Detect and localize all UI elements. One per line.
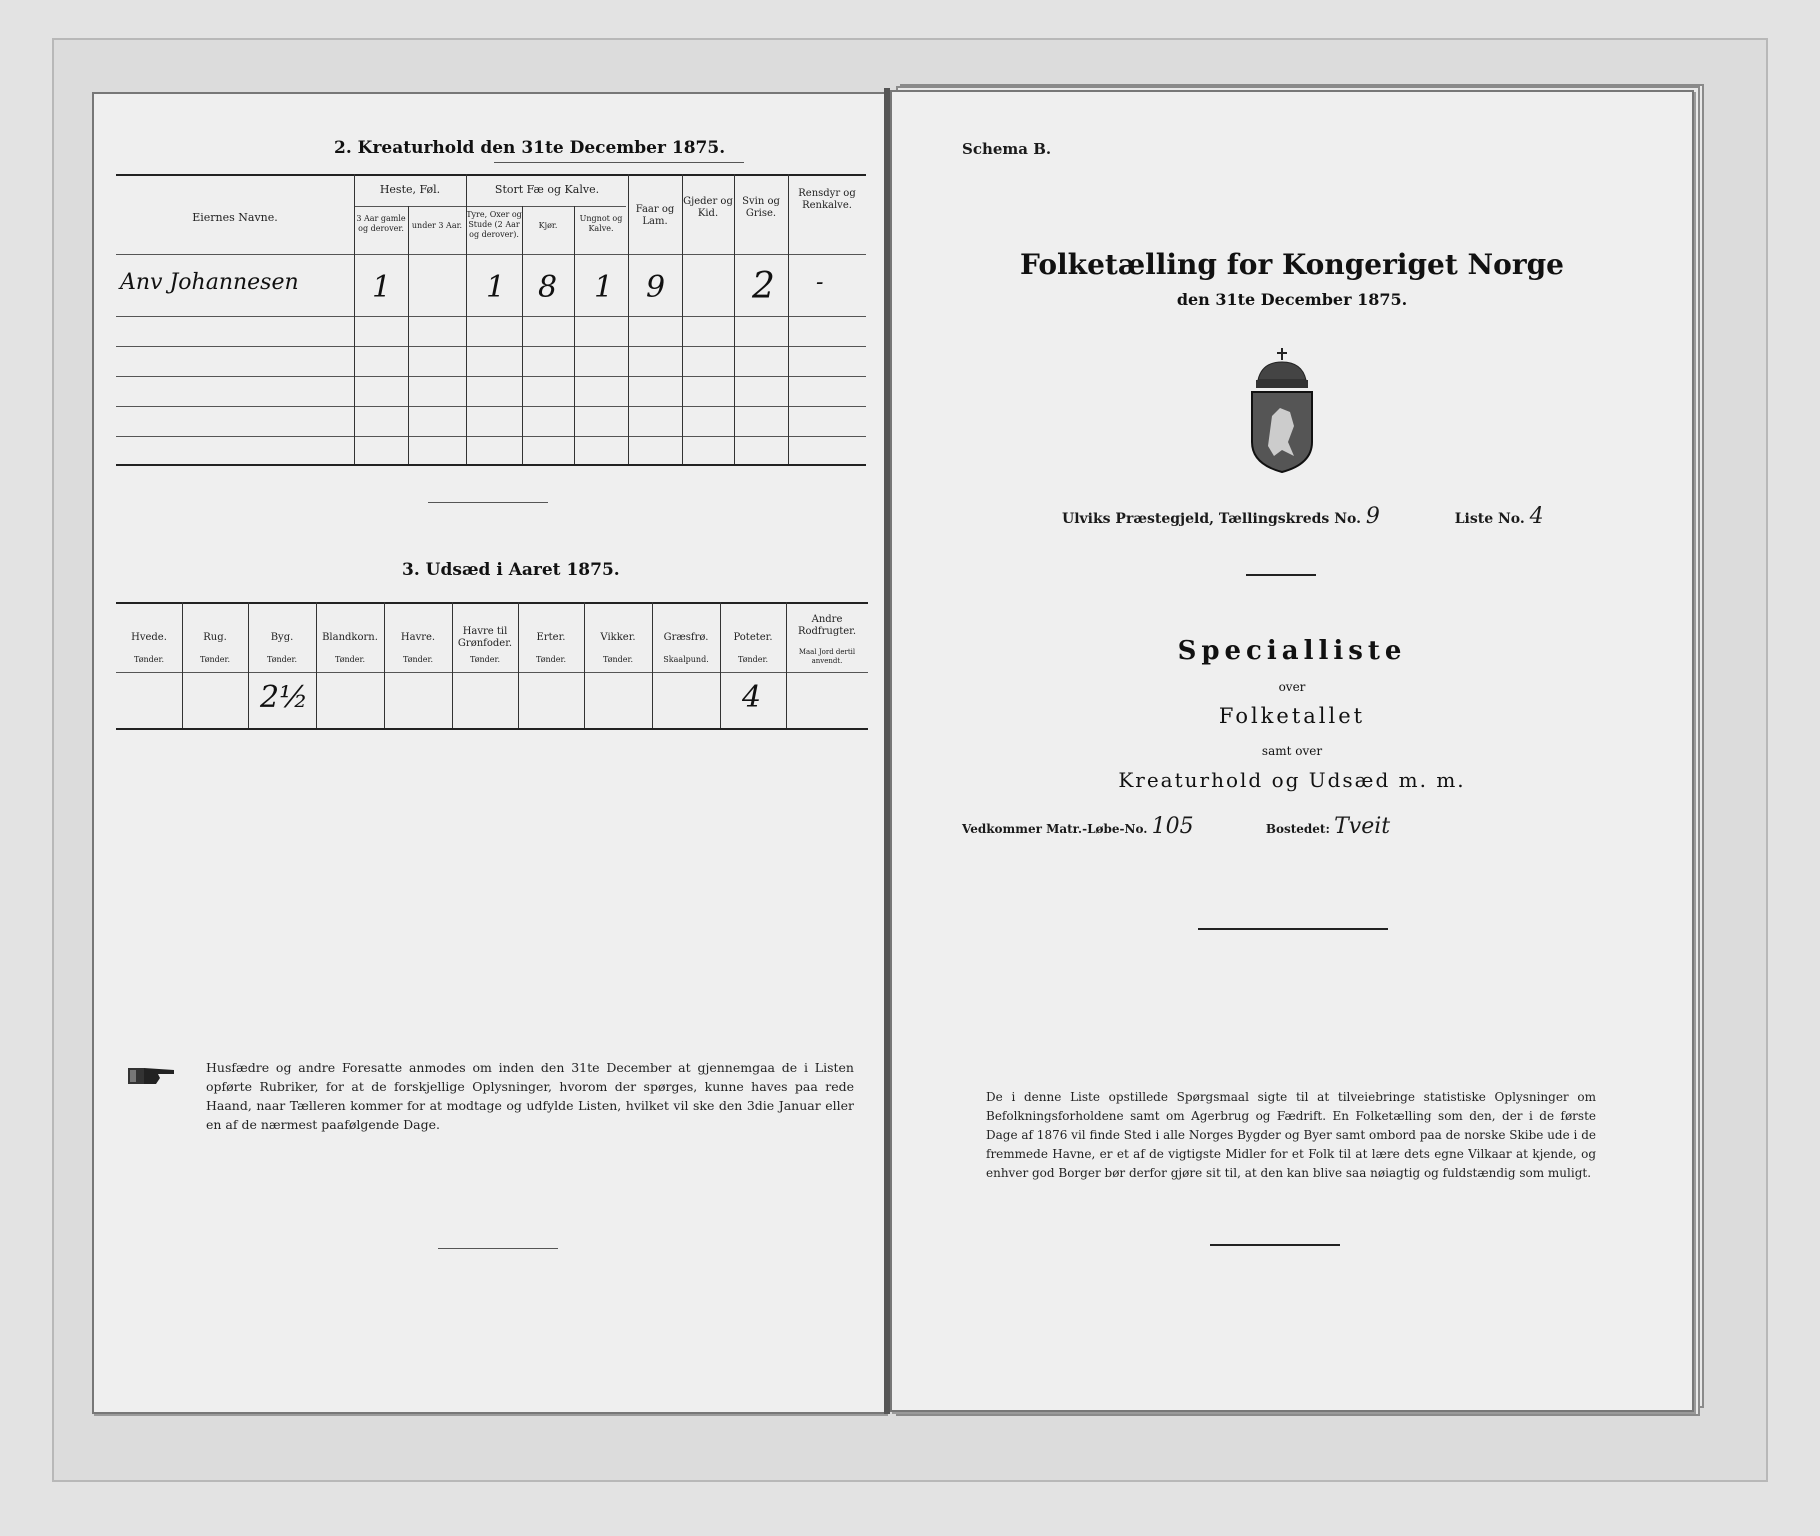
bostedet-label: Bostedet: <box>1265 822 1330 836</box>
seed-unit: Tønder. <box>402 655 434 664</box>
title-date: den 31te December 1875. <box>1176 290 1408 309</box>
seed-header-poteter: Poteter. <box>733 632 773 643</box>
seed-header-havre-gronfoder: Havre til Grønfoder. <box>457 626 513 649</box>
seed-unit: Maal Jord dertil anvendt. <box>798 648 856 665</box>
bostedet-value: Tveit <box>1334 814 1391 839</box>
samt-over-text: samt over <box>1261 744 1323 758</box>
seed-unit: Tønder. <box>535 655 567 664</box>
main-title: Folketælling for Kongeriget Norge <box>1020 248 1564 281</box>
seed-table <box>116 602 868 732</box>
seed-header-andre: Andre Rodfrugter. <box>797 614 857 637</box>
header-heste: Heste, Føl. <box>379 184 441 196</box>
seed-header-erter: Erter. <box>536 632 566 643</box>
district-line <box>1062 504 1544 529</box>
header-heste-sub1: 3 Aar gamle og derover. <box>356 214 406 233</box>
header-svin: Svin og Grise. <box>742 196 780 219</box>
seed-unit: Tønder. <box>602 655 634 664</box>
folketallet-text: Folketallet <box>1218 704 1366 728</box>
seed-header-rug: Rug. <box>203 632 227 643</box>
divider <box>438 1248 558 1249</box>
pointing-hand-icon <box>126 1060 186 1090</box>
specialliste-title: Specialliste <box>1177 636 1407 666</box>
header-storfae: Stort Fæ og Kalve. <box>494 184 600 196</box>
header-storfae-sub3: Ungnot og Kalve. <box>579 214 623 233</box>
seed-unit: Skaalpund. <box>663 655 709 664</box>
seed-header-hvede: Hvede. <box>131 632 167 643</box>
matr-value: 105 <box>1151 814 1194 839</box>
seed-value-byg: 2½ <box>260 680 309 715</box>
seed-unit: Tønder. <box>334 655 366 664</box>
seed-header-graesfro: Græsfrø. <box>663 632 709 643</box>
seed-header-byg: Byg. <box>270 632 294 643</box>
kreds-value: 9 <box>1365 504 1380 529</box>
cell-heste1: 1 <box>372 270 392 305</box>
explanation-paragraph: De i denne Liste opstillede Spørgsmaal sigte til at tilveiebringe statistiske Oplysninger om Befolkningsforholdene samt om Agerbrug og Fædrift. En Folketælling som den, der i de første Dage af 1876 vil finde Sted i alle Norges Bygder og Byer samt ombord paa de norske Skibe ude i de fremmede Havne, er et af de vigtigste Midler for et Folk til at lære dets egne Vilkaar at kjende, og enhver god Borger bør derfor gjøre sit til, at den kan blive saa nøiagtig og fuldstændig som muligt. <box>986 1090 1596 1180</box>
liste-value: 4 <box>1529 504 1544 529</box>
seed-unit: Tønder. <box>133 655 165 664</box>
norwegian-coat-of-arms-icon <box>1242 346 1322 476</box>
section3-title: 3. Udsæd i Aaret 1875. <box>402 560 620 580</box>
header-heste-sub2: under 3 Aar. <box>411 221 463 230</box>
matr-label: Vedkommer Matr.-Løbe-No. <box>962 822 1148 836</box>
title-underline <box>494 162 744 163</box>
seed-header-vikker: Vikker. <box>600 632 636 643</box>
seed-unit: Tønder. <box>737 655 769 664</box>
kreds-label: Tællingskreds No. <box>1218 511 1361 527</box>
notice-text: Husfædre og andre Foresatte anmodes om inden den 31te December at gjennemgaa de i Listen opførte Rubriker, for at de forskjellige Oplysninger, hvorom der spørges, kunne haves paa rede Haand, naar Tælleren kommer for at modtage og udfylde Listen, hvilket vil ske den 3die Januar eller en af de nærmest paafølgende Dage. <box>206 1060 854 1132</box>
right-page <box>890 90 1694 1412</box>
seed-value-poteter: 4 <box>742 680 762 715</box>
owner-name: Anv Johannesen <box>120 270 299 295</box>
cell-ungnot: 1 <box>594 270 614 305</box>
cell-kjor: 8 <box>538 270 558 305</box>
left-page <box>92 92 886 1414</box>
prestegjeld: Ulviks Præstegjeld, <box>1062 511 1214 527</box>
section2-title: 2. Kreaturhold den 31te December 1875. <box>334 138 726 158</box>
seed-unit: Tønder. <box>199 655 231 664</box>
seed-header-havre: Havre. <box>400 632 436 643</box>
seed-unit: Tønder. <box>266 655 298 664</box>
header-owner: Eiernes Navne. <box>192 212 278 224</box>
header-gjeder: Gjeder og Kid. <box>683 196 733 219</box>
cell-svin: 2 <box>752 266 775 307</box>
cell-faar: 9 <box>646 270 666 305</box>
divider <box>1198 928 1388 930</box>
seed-unit: Tønder. <box>469 655 501 664</box>
seed-header-blandkorn: Blandkorn. <box>322 632 378 643</box>
cell-rensdyr: - <box>816 270 824 295</box>
kreaturhold-text: Kreaturhold og Udsæd m. m. <box>1118 768 1466 792</box>
header-storfae-sub2: Kjør. <box>538 221 558 230</box>
header-faar: Faar og Lam. <box>635 204 675 227</box>
divider <box>1246 574 1316 576</box>
liste-label: Liste No. <box>1454 511 1525 527</box>
livestock-table <box>116 174 866 474</box>
divider <box>1210 1244 1340 1246</box>
cell-tyre: 1 <box>486 270 506 305</box>
over-text: over <box>1278 680 1306 694</box>
header-storfae-sub1: Tyre, Oxer og Stude (2 Aar og derover). <box>466 210 522 239</box>
header-rensdyr: Rensdyr og Renkalve. <box>798 188 856 211</box>
matr-line <box>962 814 1390 839</box>
schema-label: Schema B. <box>962 140 1052 158</box>
divider <box>428 502 548 503</box>
